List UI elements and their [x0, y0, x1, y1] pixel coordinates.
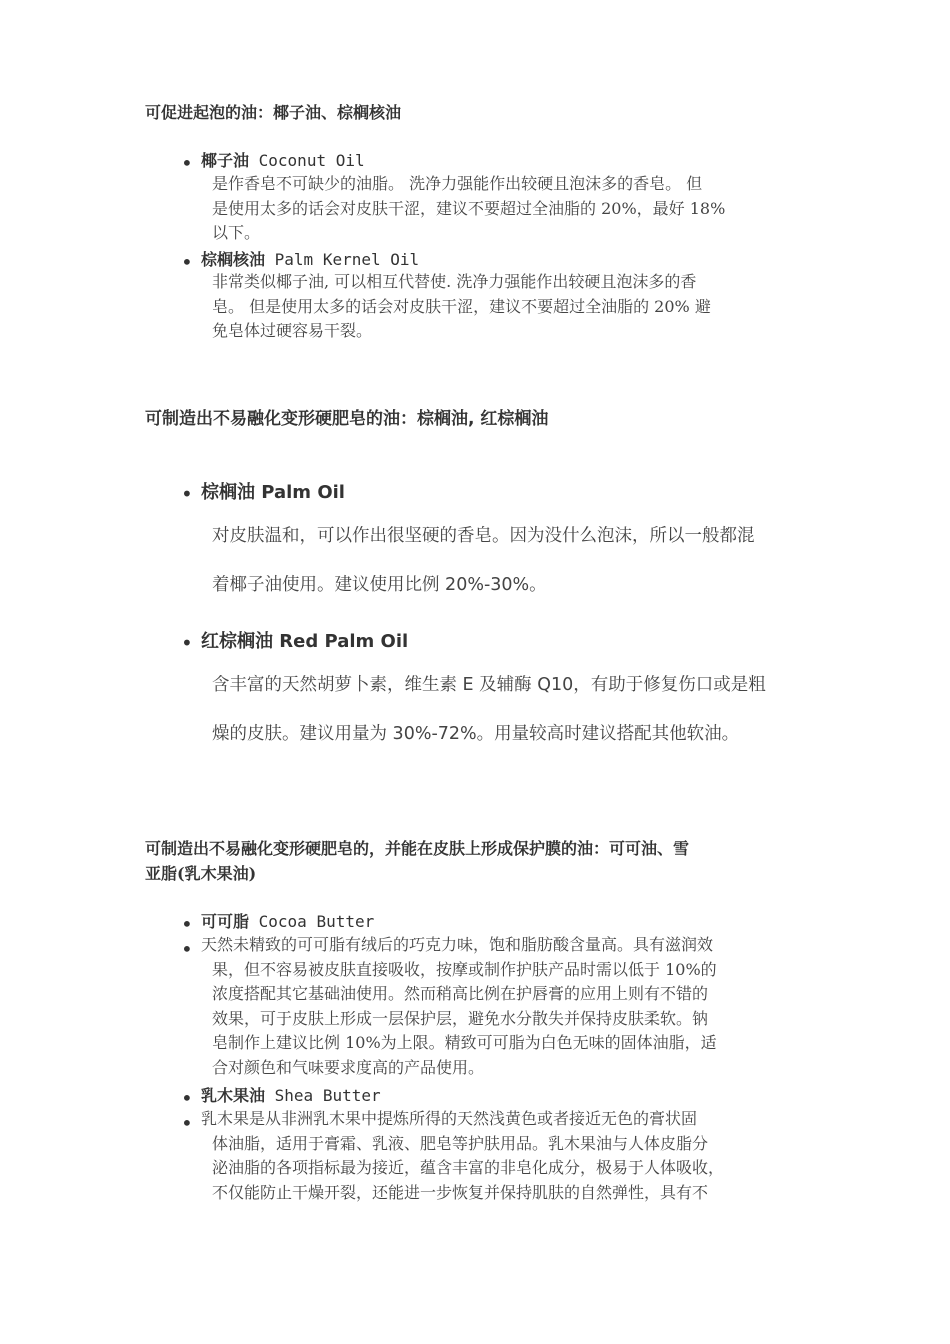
bullet: •: [181, 482, 193, 506]
item-title-en: Cocoa Butter: [249, 912, 375, 931]
item-title-red-palm-oil: 红棕榈油 Red Palm Oil: [201, 631, 409, 652]
text-line: 效果，可于皮肤上形成一层保护层，避免水分散失并保持皮肤柔软。钠: [212, 1008, 709, 1028]
bullet: •: [181, 937, 193, 961]
item-title-coconut-oil: [201, 148, 365, 171]
item-description: [212, 661, 822, 759]
item-title-en: Shea Butter: [265, 1086, 381, 1105]
text-line: 合对颜色和气味要求度高的产品使用。: [212, 1057, 485, 1077]
item-title-palm-oil: 棕榈油 Palm Oil: [201, 482, 345, 503]
text-line: 皂。 但是使用太多的话会对皮肤干涩，建议不要超过全油脂的 20% 避: [212, 296, 711, 316]
item-description: [212, 172, 812, 246]
text-line: 是使用太多的话会对皮肤干涩，建议不要超过全油脂的 20%，最好 18%: [212, 198, 726, 218]
text-line: 皂制作上建议比例 10%为上限。精致可可脂为白色无味的固体油脂，适: [212, 1033, 717, 1053]
text-line: 天然未精致的可可脂有绒后的巧克力味，饱和脂肪酸含量高。具有滋润效: [201, 935, 714, 954]
text-line: 体油脂，适用于膏霜、乳液、肥皂等护肤用品。乳木果油与人体皮脂分: [212, 1133, 709, 1153]
text-line: 着椰子油使用。建议使用比例 20%-30%。: [212, 575, 547, 595]
item-title-en: Palm Kernel Oil: [265, 250, 420, 269]
item-title-cn: 椰子油: [201, 151, 250, 170]
heading-line: 可制造出不易融化变形硬肥皂的，并能在皮肤上形成保护膜的油：可可油、雪: [145, 839, 690, 858]
item-title-palm-kernel-oil: [201, 247, 419, 270]
section-heading: 可促进起泡的油：椰子油、棕榈核油: [145, 103, 402, 122]
section-heading: 可制造出不易融化变形硬肥皂的油：棕榈油, 红棕榈油: [145, 409, 549, 429]
text-line: 果，但不容易被皮肤直接吸收，按摩或制作护肤产品时需以低于 10%的: [212, 959, 717, 979]
text-line: 含丰富的天然胡萝卜素，维生素 E 及辅酶 Q10，有助于修复伤口或是粗: [212, 675, 766, 695]
item-description: [201, 1107, 801, 1205]
item-title-shea-butter: [201, 1083, 381, 1106]
item-title-cn: 乳木果油: [201, 1086, 266, 1105]
text-line: 乳木果是从非洲乳木果中提炼所得的天然浅黄色或者接近无色的膏状固: [201, 1109, 698, 1128]
item-title-cn: 可可脂: [201, 912, 250, 931]
text-line: 不仅能防止干燥开裂，还能进一步恢复并保持肌肤的自然弹性，具有不: [212, 1182, 709, 1202]
bullet: •: [181, 250, 193, 274]
text-line: 燥的皮肤。建议用量为 30%-72%。用量较高时建议搭配其他软油。: [212, 724, 740, 744]
item-title-en: Coconut Oil: [249, 151, 365, 170]
item-description: [201, 933, 801, 1081]
text-line: 泌油脂的各项指标最为接近，蕴含丰富的非皂化成分，极易于人体吸收，: [212, 1158, 725, 1178]
bullet: •: [181, 631, 193, 655]
heading-line: 亚脂(乳木果油): [145, 864, 257, 883]
bullet: •: [181, 151, 193, 175]
bullet: •: [181, 1111, 193, 1135]
bullet: •: [181, 912, 193, 936]
text-line: 浓度搭配其它基础油使用。然而稍高比例在护唇膏的应用上则有不错的: [212, 984, 709, 1004]
item-description: [212, 512, 822, 610]
item-description: [212, 270, 812, 344]
text-line: 免皂体过硬容易干裂。: [212, 321, 373, 340]
text-line: 以下。: [212, 223, 261, 242]
item-title-cn: 棕榈核油: [201, 250, 266, 269]
text-line: 对皮肤温和，可以作出很坚硬的香皂。因为没什么泡沫，所以一般都混: [212, 526, 755, 546]
text-line: 非常类似椰子油, 可以相互代替使. 洗净力强能作出较硬且泡沫多的香: [212, 272, 697, 291]
section-heading: [145, 836, 689, 886]
bullet: •: [181, 1086, 193, 1110]
item-title-cocoa-butter: [201, 909, 374, 932]
text-line: 是作香皂不可缺少的油脂。 洗净力强能作出较硬且泡沫多的香皂。 但: [212, 174, 703, 193]
